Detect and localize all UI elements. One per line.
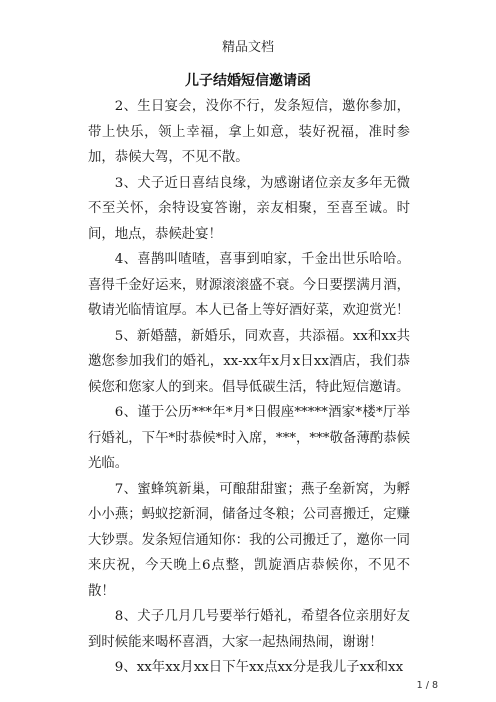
paragraph-7: 7、蜜蜂筑新巢，可酿甜甜蜜；燕子垒新窝，为孵小小燕；蚂蚁挖新洞，储备过冬粮；公司喜搬迁，定赚大钞票。发条短信通知你：我的公司搬迁了，邀你一同来庆祝，今天晚上6点整，凯旋酒店恭候你，不见不散！ xyxy=(88,481,410,599)
paragraph-3: 3、犬子近日喜结良缘，为感谢诸位亲友多年无微不至关怀，余特设宴答谢，亲友相聚，至喜至诚。时间，地点，恭候赴宴！ xyxy=(88,175,410,242)
page-header: 精品文档 xyxy=(221,40,274,55)
document-title: 儿子结婚短信邀请函 xyxy=(185,73,311,89)
paragraph-6: 6、谨于公历***年*月*日假座*****酒家*楼*厅举行婚礼，下午*时恭候*时入席，***，***敬备薄酌恭候光临。 xyxy=(88,405,410,471)
document-body xyxy=(88,94,410,681)
paragraph-5: 5、新婚囍，新婚乐，同欢喜，共添福。xx和xx共邀您参加我们的婚礼，xx-xx年x月x日xx酒店，我们恭候您和您家人的到来。倡导低碳生活，特此短信邀请。 xyxy=(88,328,410,395)
paragraph-9: 9、xx年xx月xx日下午xx点xx分是我儿子xx和xx xyxy=(114,660,404,675)
paragraph-4: 4、喜鹊叫喳喳，喜事到咱家，千金出世乐哈哈。喜得千金好运来，财源滚滚盛不衰。今日要摆满月酒，敬请光临情谊厚。本人已备上等好酒好菜，欢迎赏光！ xyxy=(88,252,410,318)
paragraph-2: 2、生日宴会，没你不行，发条短信，邀你参加，带上快乐，领上幸福，拿上如意，装好祝福，准时参加，恭候大驾，不见不散。 xyxy=(88,99,410,165)
paragraph-8: 8、犬子几月几号要举行婚礼，希望各位亲朋好友到时候能来喝杯喜酒，大家一起热闹热闹，谢谢！ xyxy=(88,609,410,650)
page-number: 1 / 8 xyxy=(416,680,438,691)
